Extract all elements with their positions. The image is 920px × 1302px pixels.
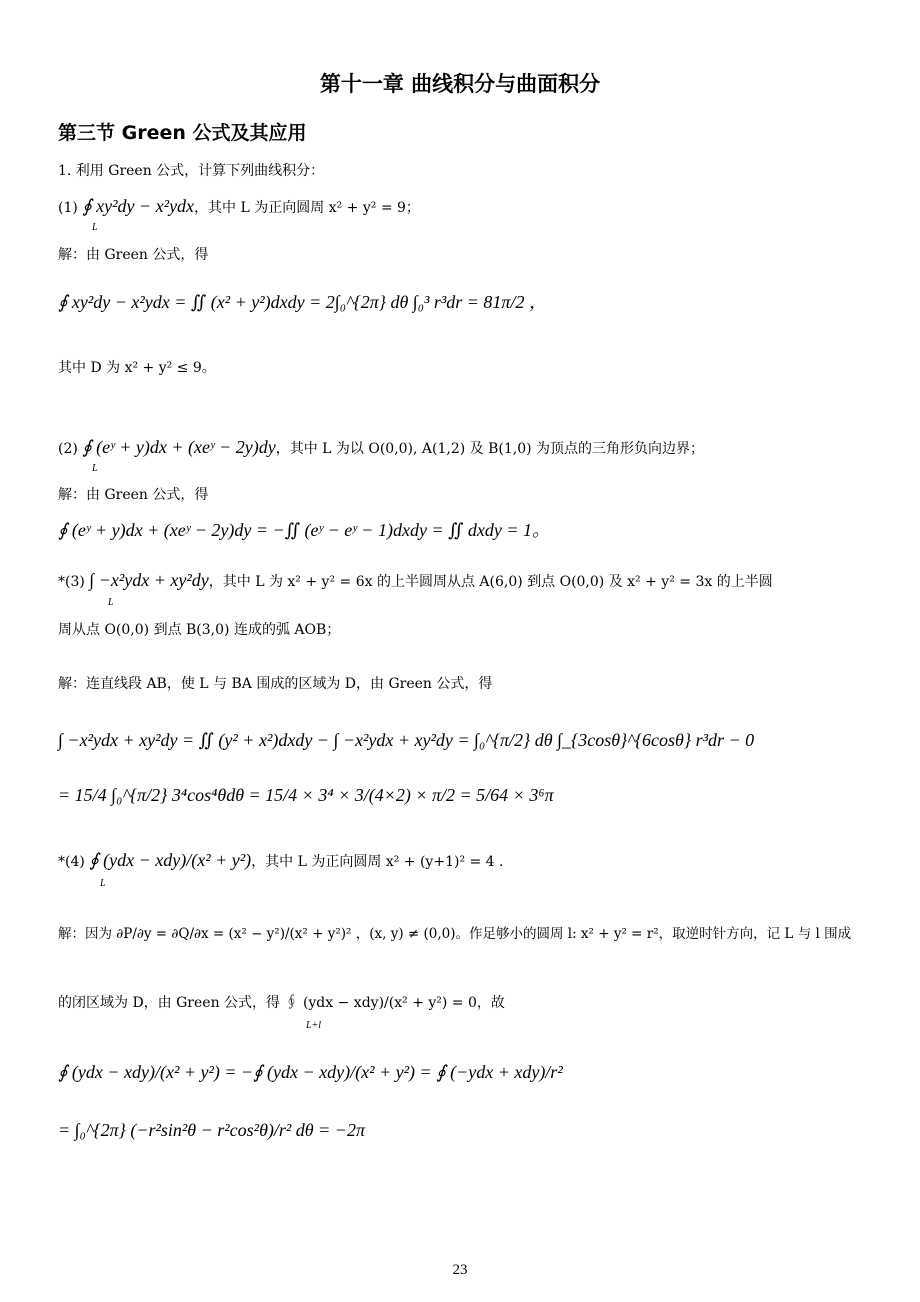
problem-2-solution-intro: 解：由 Green 公式，得 (58, 487, 209, 503)
problem-1-statement (58, 196, 420, 218)
problem-1-condition: ，其中 L 为正向圆周 x² + y² = 9； (194, 200, 420, 216)
problem-3-subscript: L (108, 597, 114, 608)
chapter-title: 第十一章 曲线积分与曲面积分 (319, 72, 601, 96)
problem-3-solution-intro: 解：连直线段 AB，使 L 与 BA 围成的区域为 D，由 Green 公式，得 (58, 676, 493, 692)
problem-3-solution-1: ∫ −x²ydx + xy²dy = ∬ (y² + x²)dxdy − ∫ −x²ydx + xy²dy = ∫₀^{π/2} dθ ∫_{3cosθ}^{6cosθ} r³dr − 0 (58, 730, 755, 750)
problem-4-solution-line-4: = ∫₀^{2π} (−r²sin²θ − r²cos²θ)/r² dθ = −2π (58, 1120, 365, 1140)
problem-2-solution: ∮ (eʸ + y)dx + (xeʸ − 2y)dy = −∬ (eʸ − eʸ − 1)dxdy = ∬ dxdy = 1。 (58, 520, 551, 540)
problem-2-integral: ∮ (eʸ + y)dx + (xeʸ − 2y)dy (82, 437, 276, 457)
problem-3-integral: ∫ −x²ydx + xy²dy (89, 570, 209, 590)
problem-4-solution-line-2: 的闭区域为 D，由 Green 公式，得 ∮ (ydx − xdy)/(x² + y²) = 0，故 (58, 995, 505, 1011)
problem-1-subscript: L (92, 222, 98, 233)
problem-4-condition: ，其中 L 为正向圆周 x² + (y+1)² = 4 . (251, 854, 504, 870)
problem-4-statement (58, 850, 504, 872)
problem-2-subscript: L (92, 463, 98, 474)
problem-1-solution-intro: 解：由 Green 公式，得 (58, 247, 209, 263)
problem-4-solution-line-3: ∮ (ydx − xdy)/(x² + y²) = −∮ (ydx − xdy)/(x² + y²) = ∮ (−ydx + xdy)/r² (58, 1062, 563, 1082)
problem-4-solution-line-2-subscript: L+l (306, 1020, 322, 1031)
problem-2-label: (2) (58, 441, 78, 457)
problem-3-condition-2: 周从点 O(0,0) 到点 B(3,0) 连成的弧 AOB； (58, 622, 341, 638)
problem-3-statement (58, 570, 773, 592)
problem-3-label: *(3) (58, 574, 85, 590)
problem-2-statement (58, 437, 704, 459)
problem-4-label: *(4) (58, 854, 85, 870)
problem-3-condition: ，其中 L 为 x² + y² = 6x 的上半圆周从点 A(6,0) 到点 O(0,0) 及 x² + y² = 3x 的上半圆 (208, 574, 773, 590)
problem-2-condition: ，其中 L 为以 O(0,0), A(1,2) 及 B(1,0) 为顶点的三角形负向边界； (275, 441, 705, 457)
problem-1-region: 其中 D 为 x² + y² ≤ 9。 (58, 360, 216, 376)
problem-1-label: (1) (58, 200, 78, 216)
problem-4-solution-line-1: 解：因为 ∂P/∂y = ∂Q/∂x = (x² − y²)/(x² + y²)² ，(x, y) ≠ (0,0)。作足够小的圆周 l: x² + y² = r²，取逆时针方向，记 L 与 l 围成 (58, 926, 852, 942)
problem-4-integral: ∮ (ydx − xdy)/(x² + y²) (89, 850, 252, 870)
section-title: 第三节 Green 公式及其应用 (58, 122, 307, 144)
problem-1-integral: ∮ xy²dy − x²ydx (82, 196, 195, 216)
page-number: 23 (452, 1262, 468, 1278)
problem-4-subscript: L (100, 878, 106, 889)
problem-intro: 1. 利用 Green 公式，计算下列曲线积分： (58, 163, 325, 179)
problem-3-solution-2: = 15/4 ∫₀^{π/2} 3⁴cos⁴θdθ = 15/4 × 3⁴ × 3/(4×2) × π/2 = 5/64 × 3⁶π (58, 785, 554, 805)
problem-1-solution: ∮ xy²dy − x²ydx = ∬ (x² + y²)dxdy = 2∫₀^{2π} dθ ∫₀³ r³dr = 81π/2 ， (58, 292, 547, 312)
